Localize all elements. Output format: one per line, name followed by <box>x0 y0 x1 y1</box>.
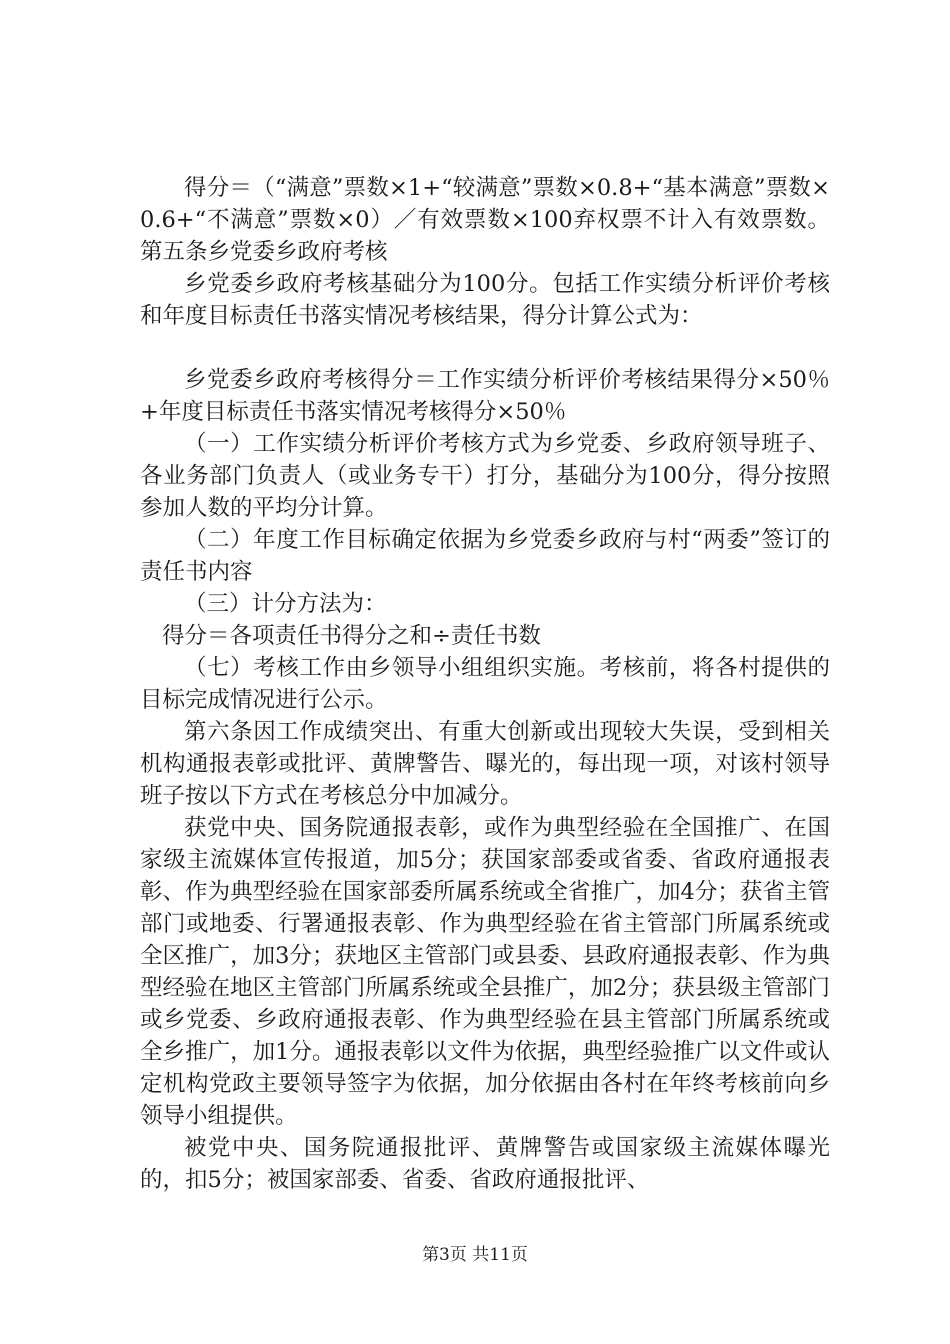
paragraph-item-3: （三）计分方法为： <box>184 591 387 617</box>
page-number-footer: 第3页 共11页 <box>422 1245 528 1265</box>
document-body <box>140 172 830 1196</box>
paragraph-item-7: （七）考核工作由乡领导小组组织实施。考核前，将各村提供的目标完成情况进行公示。 <box>140 655 830 713</box>
paragraph-bonus-rules: 获党中央、国务院通报表彰，或作为典型经验在全国推广、在国家级主流媒体宣传报道，加5分；获国家部委或省委、省政府通报表彰、作为典型经验在国家部委所属系统或全省推广，加4分；获省主管部门或地委、行署通报表彰、作为典型经验在省主管部门所属系统或全区推广，加3分；获地区主管部门或县委、县政府通报表彰、作为典型经验在地区主管部门所属系统或全县推广，加2分；获县级主管部门或乡党委、乡政府通报表彰、作为典型经验在县主管部门所属系统或全乡推广，加1分。通报表彰以文件为依据，典型经验推广以文件或认定机构党政主要领导签字为依据，加分依据由各村在年终考核前向乡领导小组提供。 <box>140 815 830 1129</box>
paragraph-article-6: 第六条因工作成绩突出、有重大创新或出现较大失误，受到相关机构通报表彰或批评、黄牌警告、曝光的，每出现一项，对该村领导班子按以下方式在考核总分中加减分。 <box>140 719 830 809</box>
paragraph-score-formula: 得分＝（“满意”票数×1+“较满意”票数×0.8+“基本满意”票数×0.6+“不满意”票数×0）／有效票数×100弃权票不计入有效票数。第五条乡党委乡政府考核 <box>140 175 830 265</box>
paragraph-score-calc: 得分＝各项责任书得分之和÷责任书数 <box>162 623 541 649</box>
paragraph-item-1: （一）工作实绩分析评价考核方式为乡党委、乡政府领导班子、各业务部门负责人（或业务专干）打分，基础分为100分，得分按照参加人数的平均分计算。 <box>140 431 830 521</box>
paragraph-township-assessment: 乡党委乡政府考核基础分为100分。包括工作实绩分析评价考核和年度目标责任书落实情况考核结果，得分计算公式为： <box>140 271 830 329</box>
paragraph-township-formula: 乡党委乡政府考核得分＝工作实绩分析评价考核结果得分×50％+年度目标责任书落实情况考核得分×50％ <box>140 367 830 425</box>
paragraph-penalty-rules: 被党中央、国务院通报批评、黄牌警告或国家级主流媒体曝光的，扣5分；被国家部委、省委、省政府通报批评、 <box>140 1135 830 1193</box>
paragraph-item-2: （二）年度工作目标确定依据为乡党委乡政府与村“两委”签订的责任书内容 <box>140 527 830 585</box>
